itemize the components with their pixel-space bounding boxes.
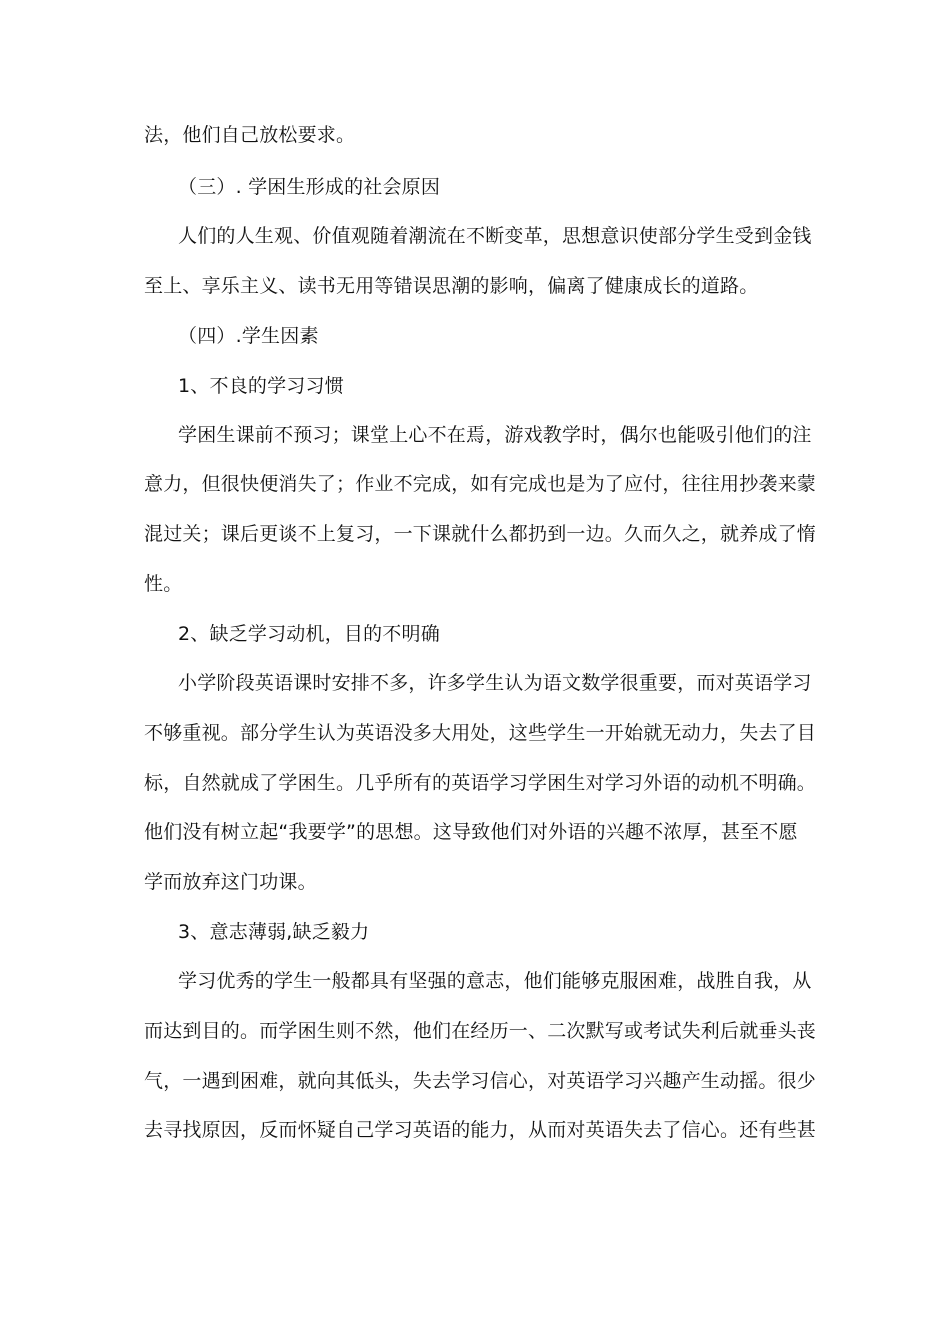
paragraph-line: 小学阶段英语课时安排不多，许多学生认为语文数学很重要，而对英语学习 [178,672,812,694]
paragraph-line: 气，一遇到困难，就向其低头，失去学习信心，对英语学习兴趣产生动摇。很少 [144,1070,817,1092]
section-heading: （三）. 学困生形成的社会原因 [178,176,441,198]
paragraph-line: 意力，但很快便消失了；作业不完成，如有完成也是为了应付，往往用抄袭来蒙 [144,473,817,495]
paragraph-line: 去寻找原因，反而怀疑自己学习英语的能力，从而对英语失去了信心。还有些甚 [144,1119,817,1141]
paragraph-line: 至上、享乐主义、读书无用等错误思潮的影响，偏离了健康成长的道路。 [144,275,759,297]
subsection-heading: 1、不良的学习习惯 [178,375,344,397]
paragraph-line: 而达到目的。而学困生则不然，他们在经历一、二次默写或考试失利后就垂头丧 [144,1020,817,1042]
paragraph-line: 学而放弃这门功课。 [144,871,317,893]
paragraph-line: 混过关；课后更谈不上复习，一下课就什么都扔到一边。久而久之，就养成了惰 [144,523,817,545]
paragraph-line: 性。 [144,573,183,595]
section-heading: （四）.学生因素 [178,325,319,347]
paragraph-line: 法，他们自己放松要求。 [144,124,356,146]
paragraph-line: 学习优秀的学生一般都具有坚强的意志，他们能够克服困难，战胜自我，从 [178,970,812,992]
paragraph-line: 他们没有树立起“我要学”的思想。这导致他们对外语的兴趣不浓厚，甚至不愿 [144,821,798,843]
subsection-heading: 3、意志薄弱,缺乏毅力 [178,921,370,943]
paragraph-line: 人们的人生观、价值观随着潮流在不断变革，思想意识使部分学生受到金钱 [178,225,812,247]
paragraph-line: 不够重视。部分学生认为英语没多大用处，这些学生一开始就无动力，失去了目 [144,722,817,744]
paragraph-line: 标，自然就成了学困生。几乎所有的英语学习学困生对学习外语的动机不明确。 [144,772,817,794]
paragraph-line: 学困生课前不预习；课堂上心不在焉，游戏教学时，偶尔也能吸引他们的注 [178,424,812,446]
subsection-heading: 2、缺乏学习动机，目的不明确 [178,623,440,645]
